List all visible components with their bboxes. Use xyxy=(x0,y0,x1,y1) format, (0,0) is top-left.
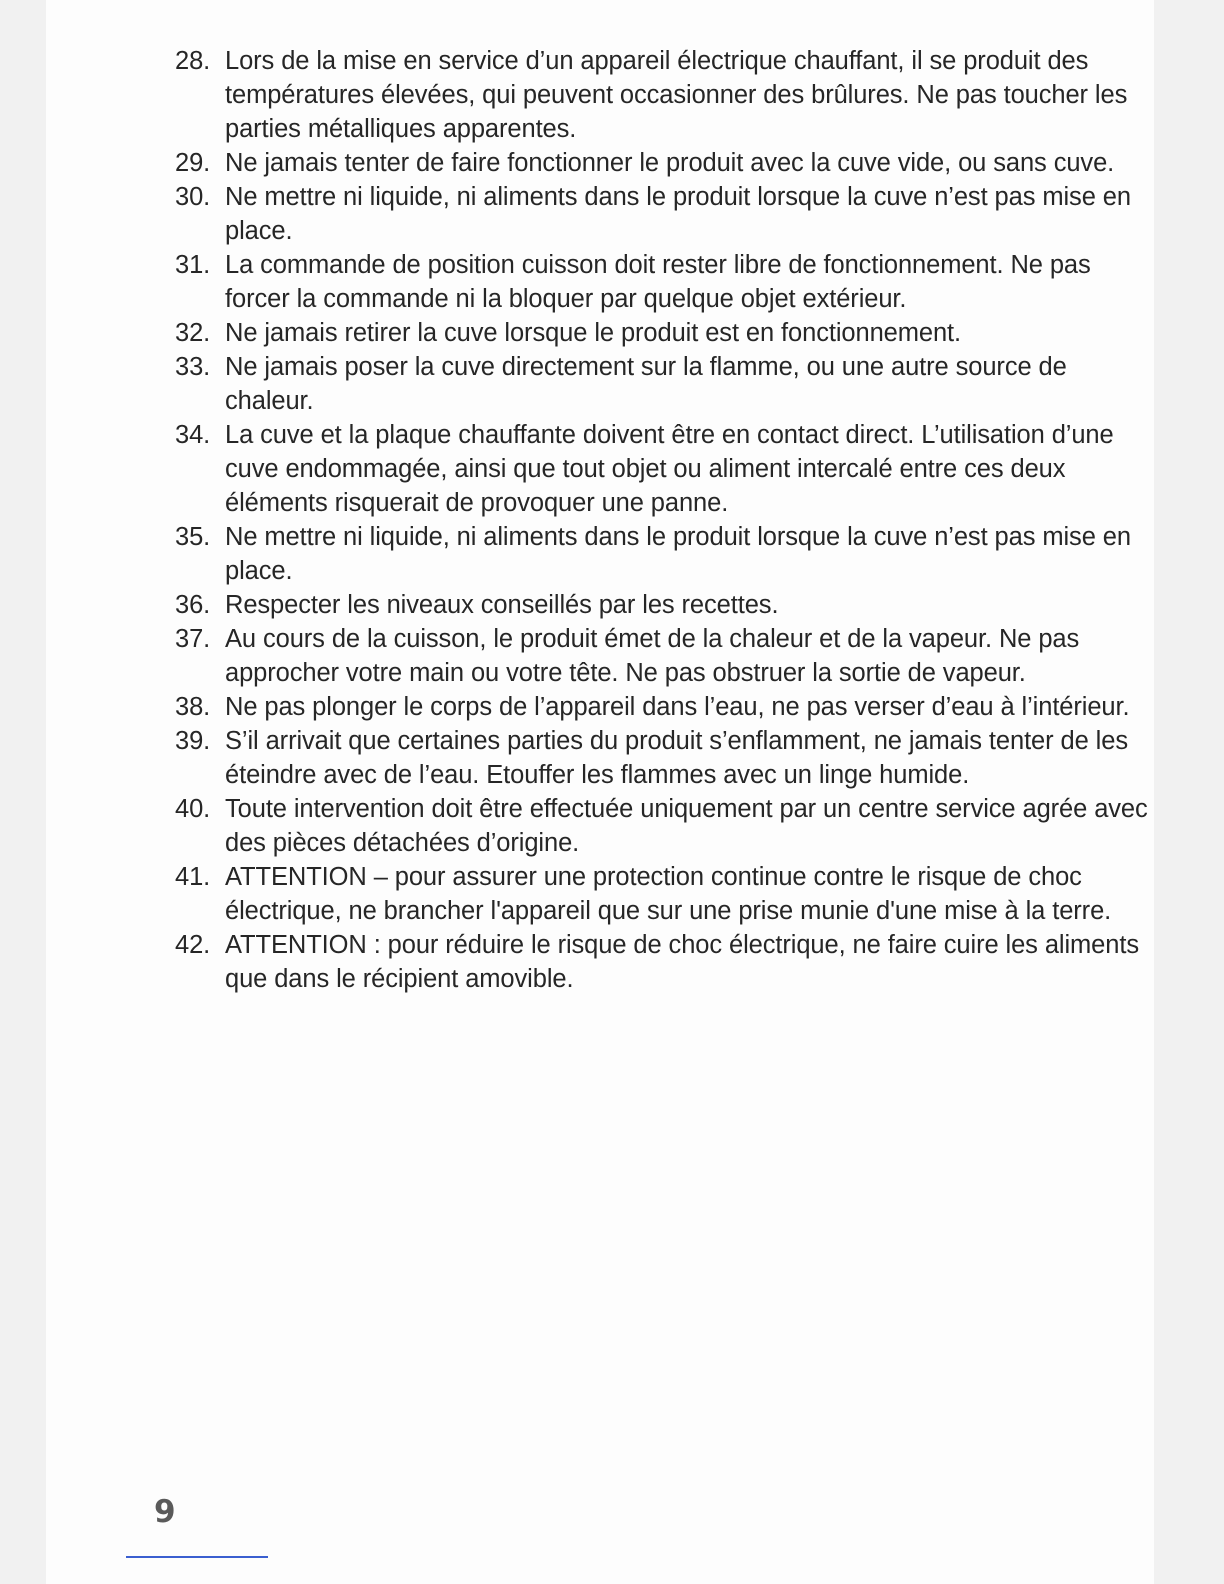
document-page xyxy=(46,0,1154,1584)
item-number: 42. xyxy=(175,931,211,959)
item-text: ATTENTION : pour réduire le risque de choc électrique, ne faire cuire les aliments que dans le récipient amovible. xyxy=(225,931,1139,993)
item-number: 39. xyxy=(175,727,211,755)
item-number: 28. xyxy=(175,47,211,75)
list-item xyxy=(175,520,1155,588)
item-number: 41. xyxy=(175,863,211,891)
item-text: Au cours de la cuisson, le produit émet de la chaleur et de la vapeur. Ne pas approcher votre main ou votre tête. Ne pas obstruer la sortie de vapeur. xyxy=(225,625,1080,687)
list-item xyxy=(175,690,1155,724)
item-number: 32. xyxy=(175,319,211,347)
item-number: 36. xyxy=(175,591,211,619)
item-text: Ne jamais poser la cuve directement sur la flamme, ou une autre source de chaleur. xyxy=(225,353,1067,415)
item-text: S’il arrivait que certaines parties du produit s’enflamment, ne jamais tenter de les éteindre avec de l’eau. Etouffer les flammes avec un linge humide. xyxy=(225,727,1128,789)
item-text: Ne mettre ni liquide, ni aliments dans le produit lorsque la cuve n’est pas mise en place. xyxy=(225,523,1131,585)
item-number: 35. xyxy=(175,523,211,551)
list-item xyxy=(175,418,1155,520)
item-number: 40. xyxy=(175,795,211,823)
safety-instructions-list xyxy=(175,44,1155,996)
item-number: 33. xyxy=(175,353,211,381)
list-item xyxy=(175,248,1155,316)
item-number: 29. xyxy=(175,149,211,177)
item-number: 30. xyxy=(175,183,211,211)
list-item xyxy=(175,350,1155,418)
item-text: La commande de position cuisson doit rester libre de fonctionnement. Ne pas forcer la commande ni la bloquer par quelque objet extérieur. xyxy=(225,251,1091,313)
item-text: La cuve et la plaque chauffante doivent être en contact direct. L’utilisation d’une cuve endommagée, ainsi que tout objet ou aliment intercalé entre ces deux éléments risquerait de provoquer une panne. xyxy=(225,421,1114,517)
item-number: 38. xyxy=(175,693,211,721)
item-text: Lors de la mise en service d’un appareil électrique chauffant, il se produit des températures élevées, qui peuvent occasionner des brûlures. Ne pas toucher les parties métalliques apparentes. xyxy=(225,47,1128,143)
item-text: Ne jamais tenter de faire fonctionner le produit avec la cuve vide, ou sans cuve. xyxy=(225,149,1115,177)
list-item xyxy=(175,588,1155,622)
list-item xyxy=(175,928,1155,996)
list-item xyxy=(175,180,1155,248)
item-text: Ne jamais retirer la cuve lorsque le produit est en fonctionnement. xyxy=(225,319,962,347)
item-number: 37. xyxy=(175,625,211,653)
page-number: 9 xyxy=(154,1494,176,1530)
list-item xyxy=(175,792,1155,860)
list-item xyxy=(175,44,1155,146)
list-item xyxy=(175,724,1155,792)
item-text: ATTENTION – pour assurer une protection continue contre le risque de choc électrique, ne brancher l'appareil que sur une prise munie d'une mise à la terre. xyxy=(225,863,1112,925)
item-number: 31. xyxy=(175,251,211,279)
item-number: 34. xyxy=(175,421,211,449)
list-item xyxy=(175,860,1155,928)
item-text: Ne mettre ni liquide, ni aliments dans le produit lorsque la cuve n’est pas mise en place. xyxy=(225,183,1131,245)
list-item xyxy=(175,146,1155,180)
list-item xyxy=(175,622,1155,690)
list-item xyxy=(175,316,1155,350)
footer-divider-line xyxy=(126,1556,268,1558)
item-text: Toute intervention doit être effectuée uniquement par un centre service agrée avec des pièces détachées d’origine. xyxy=(225,795,1148,857)
item-text: Respecter les niveaux conseillés par les recettes. xyxy=(225,591,779,619)
item-text: Ne pas plonger le corps de l’appareil dans l’eau, ne pas verser d’eau à l’intérieur. xyxy=(225,693,1130,721)
